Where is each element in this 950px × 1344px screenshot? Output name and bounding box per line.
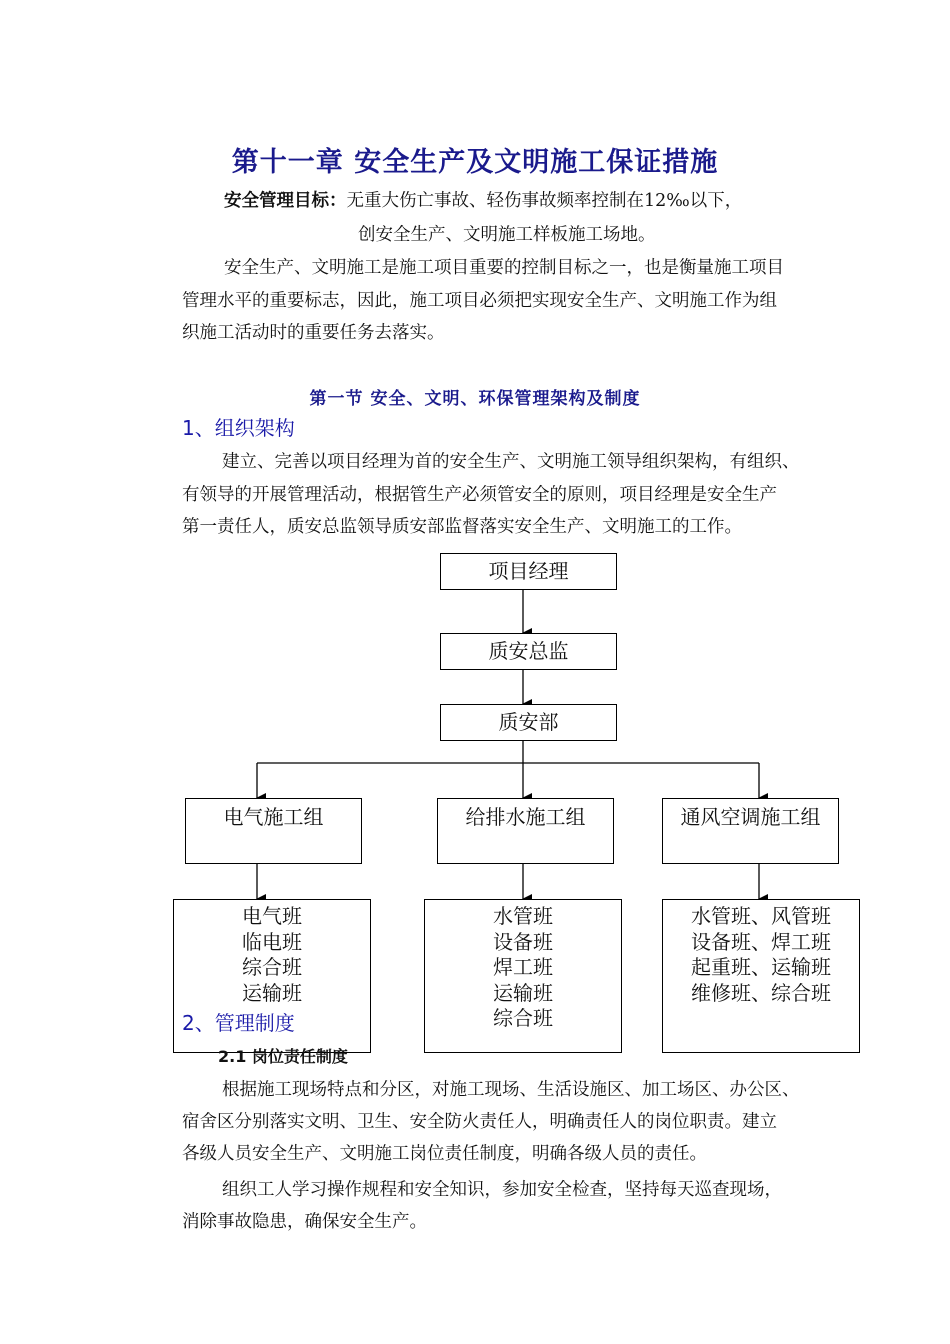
quality-safety-dept-box: 质安部 (440, 704, 617, 741)
electrical-crews-list (173, 904, 371, 1006)
intro-line: 织施工活动时的重要任务去落实。 (182, 323, 445, 343)
safety-goal-label: 安全管理目标： (224, 191, 347, 211)
org-paragraph-line: 有领导的开展管理活动，根据管生产必须管安全的原则，项目经理是安全生产 (182, 485, 777, 505)
hvac-group-box: 通风空调施工组 (662, 798, 839, 864)
org-paragraph-line: 第一责任人，质安总监领导质安部监督落实安全生产、文明施工的工作。 (182, 517, 742, 537)
section-title: 第一节 安全、文明、环保管理架构及制度 (309, 389, 641, 409)
safety-goal-line2: 创安全生产、文明施工样板施工场地。 (358, 225, 656, 245)
intro-line: 管理水平的重要标志，因此，施工项目必须把实现安全生产、文明施工作为组 (182, 291, 777, 311)
electrical-group-box: 电气施工组 (185, 798, 362, 864)
chapter-title: 第十一章 安全生产及文明施工保证措施 (231, 147, 719, 178)
crew-item: 运输班 (242, 980, 302, 1005)
crew-item: 水管班、风管班 (691, 904, 831, 928)
crew-item: 维修班、综合班 (691, 980, 831, 1005)
hvac-crews-list (662, 904, 860, 1006)
safety-goal-text1: 无重大伤亡事故、轻伤事故频率控制在12‰以下， (346, 191, 743, 211)
safety-director-box: 质安总监 (440, 633, 617, 670)
crew-item: 起重班、运输班 (691, 955, 831, 979)
mgmt-paragraph-line: 组织工人学习操作规程和安全知识，参加安全检查，坚持每天巡查现场， (222, 1180, 782, 1200)
plumbing-crews-list (424, 904, 622, 1032)
intro-line: 安全生产、文明施工是施工项目重要的控制目标之一，也是衡量施工项目 (224, 258, 784, 278)
mgmt-paragraph-line: 消除事故隐患，确保安全生产。 (182, 1212, 427, 1232)
project-manager-box: 项目经理 (440, 553, 617, 590)
org-heading: 1、组织架构 (182, 416, 295, 440)
crew-item: 设备班、焊工班 (691, 929, 831, 954)
crew-item: 综合班 (242, 955, 302, 979)
mgmt-paragraph-line: 宿舍区分别落实文明、卫生、安全防火责任人，明确责任人的岗位职责。建立 (182, 1112, 777, 1132)
org-paragraph-line: 建立、完善以项目经理为首的安全生产、文明施工领导组织架构，有组织、 (222, 452, 800, 472)
crew-item: 运输班 (493, 980, 553, 1005)
mgmt-heading: 2、管理制度 (182, 1011, 295, 1035)
crew-item: 临电班 (242, 929, 302, 954)
crew-item: 综合班 (493, 1006, 553, 1030)
crew-item: 焊工班 (493, 955, 553, 979)
crew-item: 设备班 (493, 929, 553, 954)
crew-item: 水管班 (493, 904, 553, 928)
mgmt-paragraph-line: 各级人员安全生产、文明施工岗位责任制度，明确各级人员的责任。 (182, 1144, 707, 1164)
mgmt-sub-heading: 2.1 岗位责任制度 (218, 1047, 348, 1066)
plumbing-group-box: 给排水施工组 (437, 798, 614, 864)
mgmt-paragraph-line: 根据施工现场特点和分区，对施工现场、生活设施区、加工场区、办公区、 (222, 1080, 800, 1100)
crew-item: 电气班 (242, 904, 302, 928)
